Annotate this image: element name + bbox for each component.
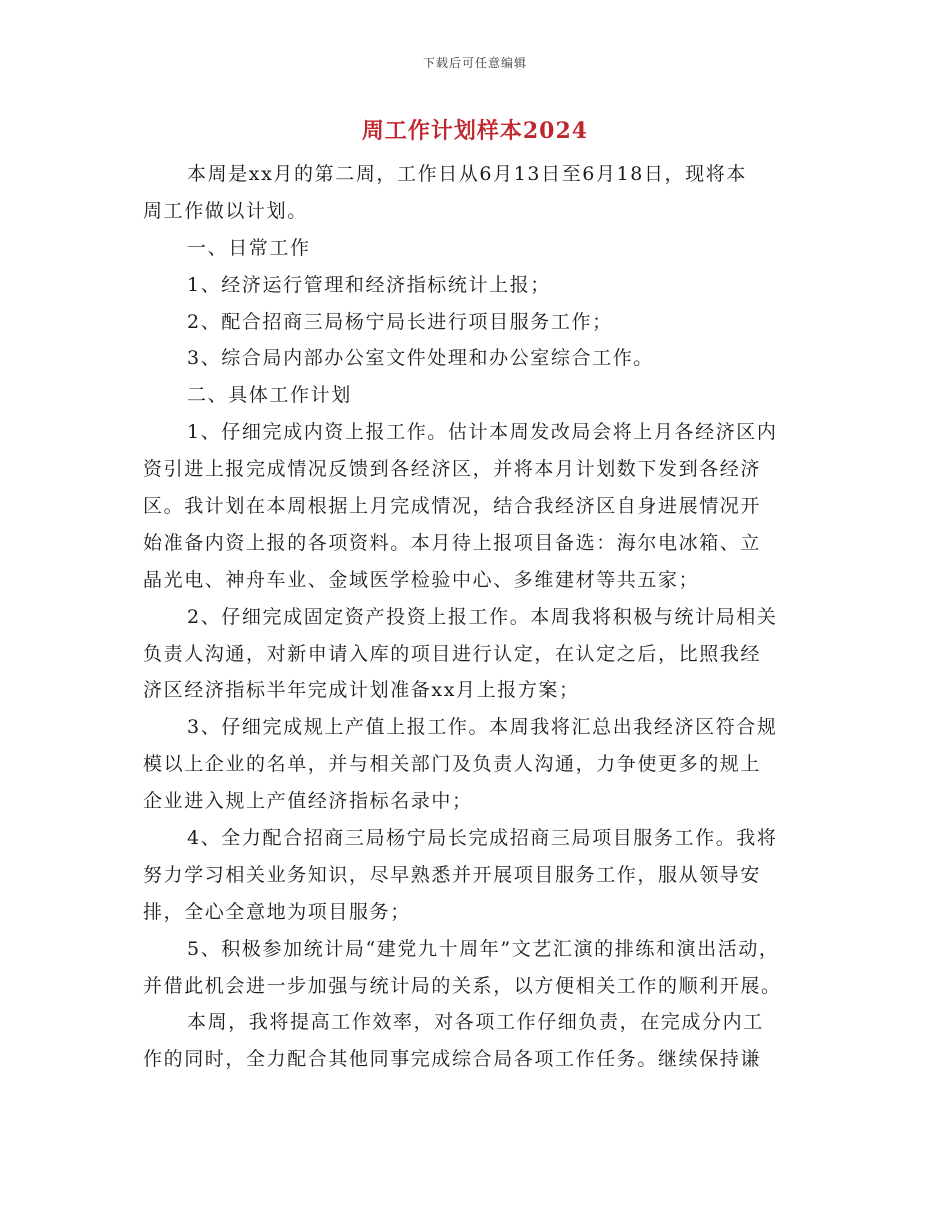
paragraph-line: 模以上企业的名单，并与相关部门及负责人沟通，力争使更多的规上 bbox=[143, 753, 762, 776]
paragraph-line: 始准备内资上报的各项资料。本月待上报项目备选：海尔电冰箱、立 bbox=[143, 531, 762, 554]
section-heading: 一、日常工作 bbox=[187, 236, 311, 259]
paragraph-line: 2、仔细完成固定资产投资上报工作。本周我将积极与统计局相关 bbox=[187, 605, 778, 628]
paragraph-line: 周工作做以计划。 bbox=[143, 199, 308, 222]
list-item: 3、综合局内部办公室文件处理和办公室综合工作。 bbox=[187, 347, 654, 370]
paragraph-line: 本周是xx月的第二周，工作日从6月13日至6月18日，现将本 bbox=[187, 163, 747, 185]
paragraph-line: 努力学习相关业务知识，尽早熟悉并开展项目服务工作，服从领导安 bbox=[143, 863, 762, 886]
document-title: 周工作计划样本2024 bbox=[361, 118, 589, 144]
paragraph-line: 企业进入规上产值经济指标名录中； bbox=[143, 790, 473, 813]
paragraph-line: 晶光电、神舟车业、金域医学检验中心、多维建材等共五家； bbox=[143, 568, 700, 591]
paragraph-line: 作的同时，全力配合其他同事完成综合局各项工作任务。继续保持谦 bbox=[143, 1048, 762, 1071]
paragraph-line: 1、仔细完成内资上报工作。估计本周发改局会将上月各经济区内 bbox=[187, 421, 778, 444]
paragraph-line: 并借此机会进一步加强与统计局的关系，以方便相关工作的顺利开展。 bbox=[143, 974, 782, 997]
paragraph-line: 排，全心全意地为项目服务； bbox=[143, 900, 411, 923]
paragraph-line: 本周，我将提高工作效率，对各项工作仔细负责，在完成分内工 bbox=[187, 1011, 764, 1034]
document-body bbox=[143, 156, 803, 1078]
paragraph-line: 3、仔细完成规上产值上报工作。本周我将汇总出我经济区符合规 bbox=[187, 716, 778, 739]
paragraph-line: 资引进上报完成情况反馈到各经济区，并将本月计划数下发到各经济 bbox=[143, 458, 762, 481]
section-heading: 二、具体工作计划 bbox=[187, 384, 352, 407]
list-item: 2、配合招商三局杨宁局长进行项目服务工作； bbox=[187, 310, 613, 333]
header-note: 下载后可任意编辑 bbox=[422, 56, 527, 70]
paragraph-line: 济区经济指标半年完成计划准备xx月上报方案； bbox=[143, 679, 580, 702]
paragraph-line: 4、全力配合招商三局杨宁局长完成招商三局项目服务工作。我将 bbox=[187, 827, 778, 850]
list-item: 1、经济运行管理和经济指标统计上报； bbox=[187, 273, 551, 296]
paragraph-line: 区。我计划在本周根据上月完成情况，结合我经济区自身进展情况开 bbox=[143, 495, 762, 518]
paragraph-line: 5、积极参加统计局“建党九十周年”文艺汇演的排练和演出活动， bbox=[187, 937, 780, 960]
paragraph-line: 负责人沟通，对新申请入库的项目进行认定，在认定之后，比照我经 bbox=[143, 642, 762, 665]
